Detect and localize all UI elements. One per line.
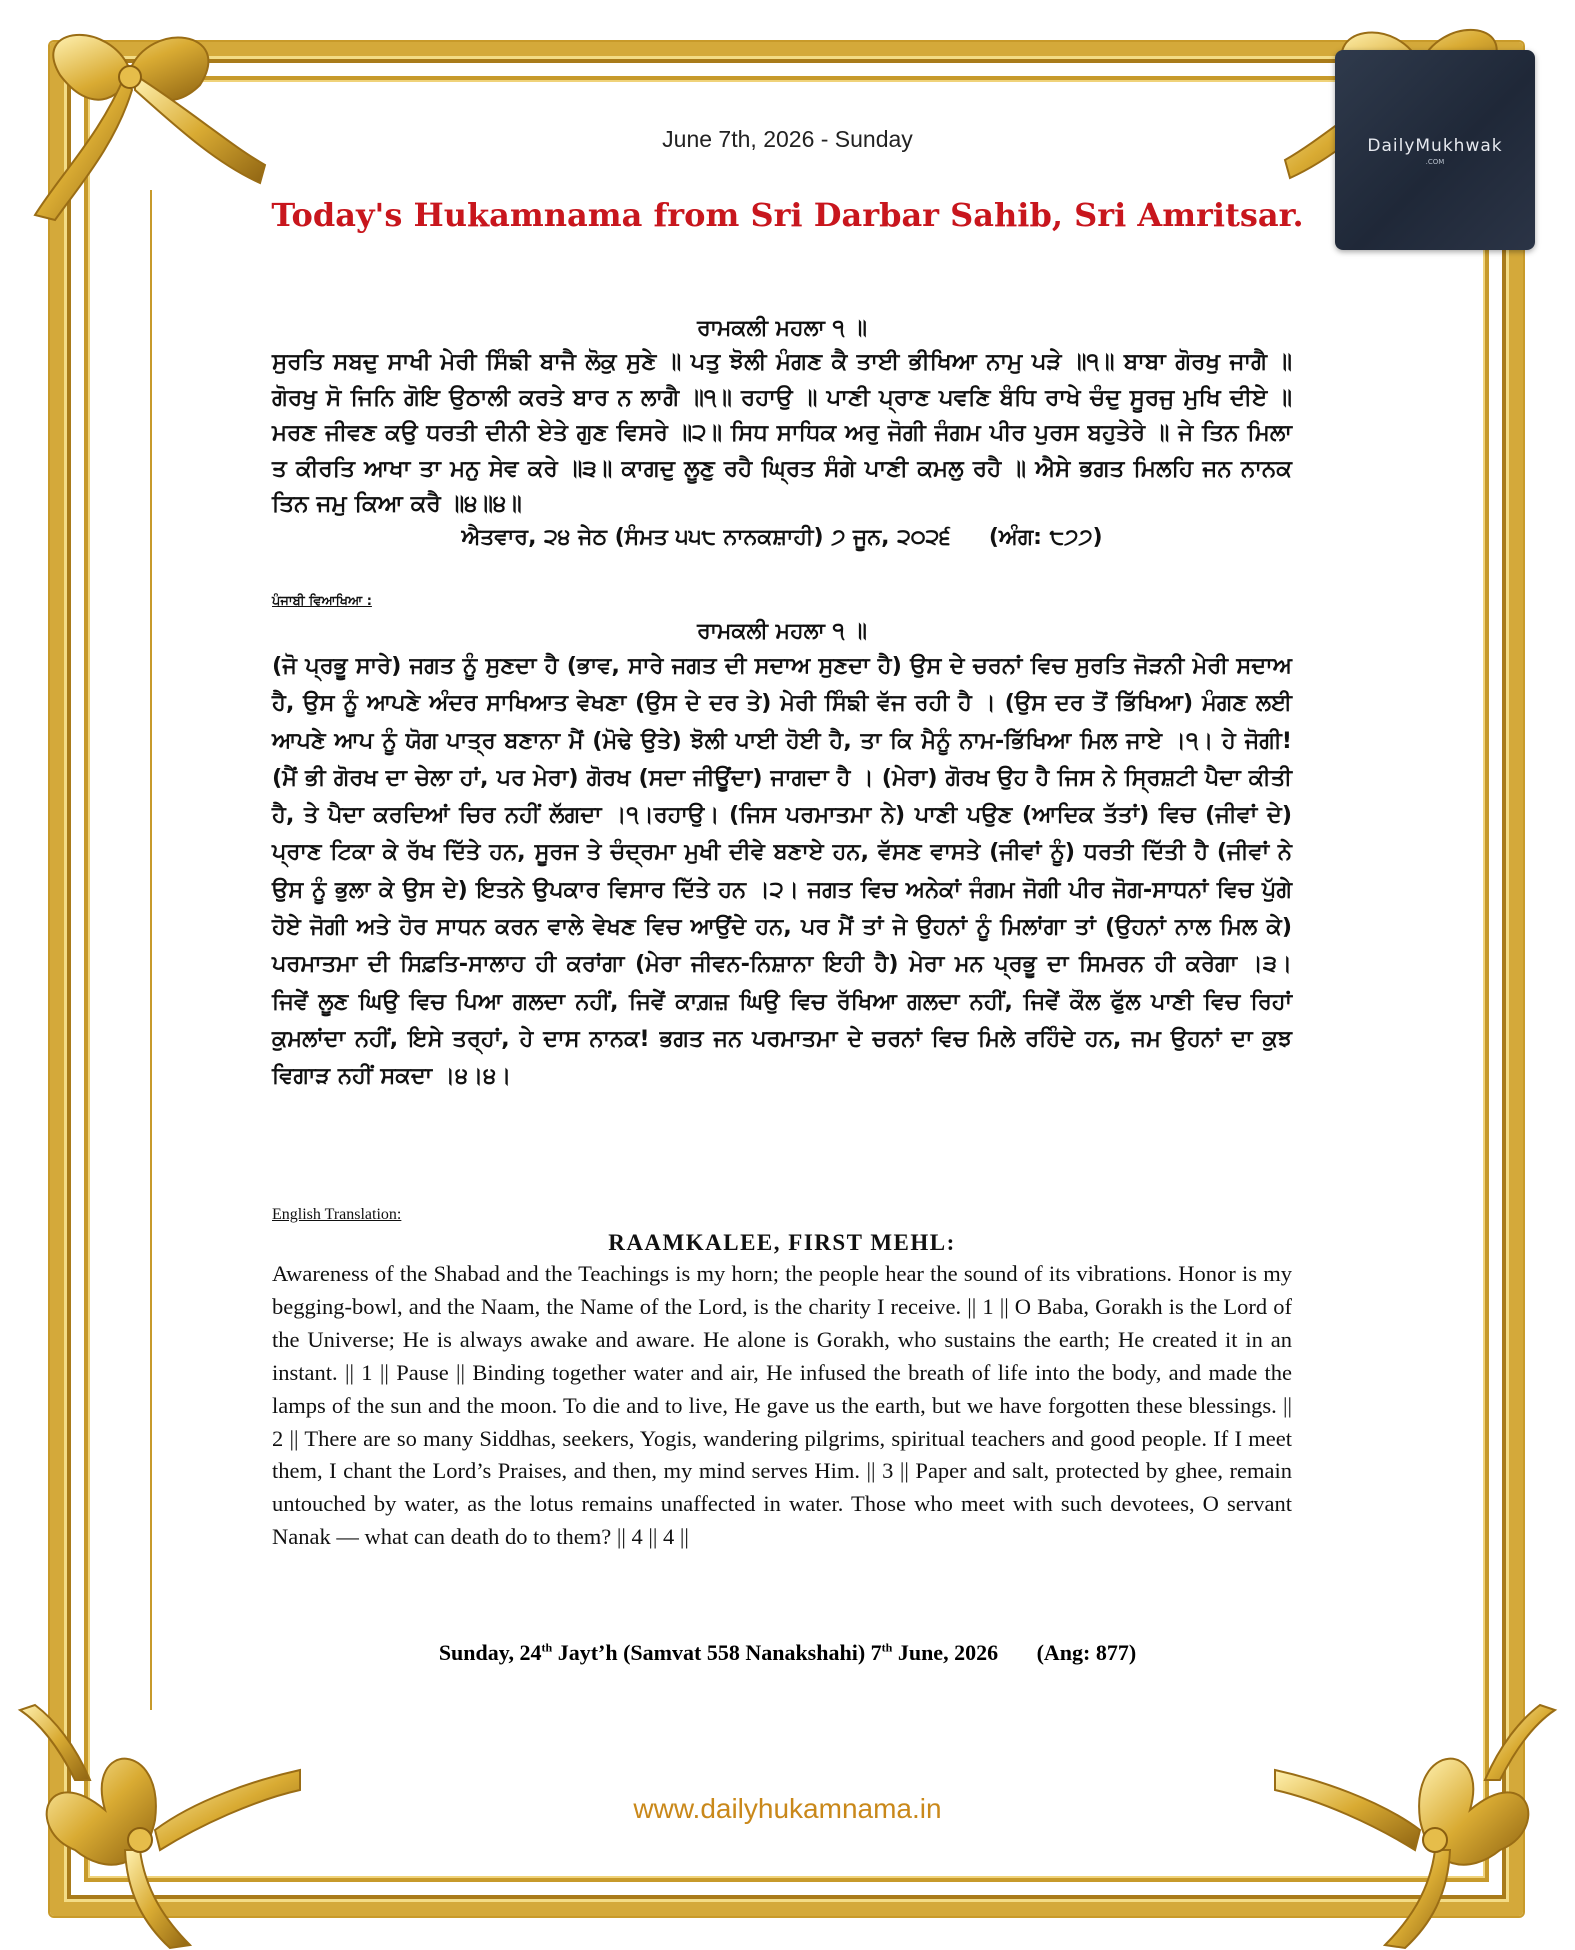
punjabi-vyakhya-section (272, 594, 1292, 1096)
website-link[interactable]: www.dailyhukamnama.in (633, 1793, 942, 1824)
english-translation-label: English Translation: (272, 1206, 402, 1223)
bottom-right-bow-ornament (1270, 1700, 1560, 1950)
page-title: Today's Hukamnama from Sri Darbar Sahib, Sri Amritsar. (271, 196, 1304, 234)
punjabi-vyakhya-label: ਪੰਜਾਬੀ ਵਿਆਖਿਆ : (272, 594, 372, 609)
date-line: June 7th, 2026 - Sunday (662, 126, 913, 152)
hukamnama-heading: ਰਾਮਕਲੀ ਮਹਲਾ ੧ ॥ (697, 316, 867, 341)
english-date-sup1: th (541, 1640, 553, 1655)
english-heading: RAAMKALEE, FIRST MEHL: (608, 1230, 956, 1255)
english-date-sup2: th (881, 1640, 893, 1655)
punjabi-vyakhya-text: (ਜੋ ਪ੍ਰਭੂ ਸਾਰੇ) ਜਗਤ ਨੂੰ ਸੁਣਦਾ ਹੈ (ਭਾਵ, ਸਾਰੇ ਜਗਤ ਦੀ ਸਦਾਅ ਸੁਣਦਾ ਹੈ) ਉਸ ਦੇ ਚਰਨਾਂ ਵਿਚ ਸੁਰਤਿ ਜੋੜਨੀ ਮੇਰੀ ਸਦਾਅ ਹੈ, ਉਸ ਨੂੰ ਆਪਣੇ ਅੰਦਰ ਸਾਖਿਆਤ ਵੇਖਣਾ (ਉਸ ਦੇ ਦਰ ਤੇ) ਮੇਰੀ ਸਿੰਙੀ ਵੱਜ ਰਹੀ ਹੈ । (ਉਸ ਦਰ ਤੋਂ ਭਿੱਖਿਆ) ਮੰਗਣ ਲਈ ਆਪਣੇ ਆਪ ਨੂੰ ਯੋਗ ਪਾਤ੍ਰ ਬਣਾਨਾ ਮੈਂ (ਮੋਢੇ ਉਤੇ) ਝੋਲੀ ਪਾਈ ਹੋਈ ਹੈ, ਤਾ ਕਿ ਮੈਨੂੰ ਨਾਮ-ਭਿੱਖਿਆ ਮਿਲ ਜਾਏ ।੧। ਹੇ ਜੋਗੀ! (ਮੈਂ ਭੀ ਗੋਰਖ ਦਾ ਚੇਲਾ ਹਾਂ, ਪਰ ਮੇਰਾ) ਗੋਰਖ (ਸਦਾ ਜੀਊਂਦਾ) ਜਾਗਦਾ ਹੈ । (ਮੇਰਾ) ਗੋਰਖ ਉਹ ਹੈ ਜਿਸ ਨੇ ਸ੍ਰਿਸ਼ਟੀ ਪੈਦਾ ਕੀਤੀ ਹੈ, ਤੇ ਪੈਦਾ ਕਰਦਿਆਂ ਚਿਰ ਨਹੀਂ ਲੱਗਦਾ ।੧।ਰਹਾਉ। (ਜਿਸ ਪਰਮਾਤਮਾ ਨੇ) ਪਾਣੀ ਪਉਣ (ਆਦਿਕ ਤੱਤਾਂ) ਵਿਚ (ਜੀਵਾਂ ਦੇ) ਪ੍ਰਾਣ ਟਿਕਾ ਕੇ ਰੱਖ ਦਿੱਤੇ ਹਨ, ਸੂਰਜ ਤੇ ਚੰਦ੍ਰਮਾ ਮੁਖੀ ਦੀਵੇ ਬਣਾਏ ਹਨ, ਵੱਸਣ ਵਾਸਤੇ (ਜੀਵਾਂ ਨੂੰ) ਧਰਤੀ ਦਿੱਤੀ ਹੈ (ਜੀਵਾਂ ਨੇ ਉਸ ਨੂੰ ਭੁਲਾ ਕੇ ਉਸ ਦੇ) ਇਤਨੇ ਉਪਕਾਰ ਵਿਸਾਰ ਦਿੱਤੇ ਹਨ ।੨। ਜਗਤ ਵਿਚ ਅਨੇਕਾਂ ਜੰਗਮ ਜੋਗੀ ਪੀਰ ਜੋਗ-ਸਾਧਨਾਂ ਵਿਚ ਪੁੱਗੇ ਹੋਏ ਜੋਗੀ ਅਤੇ ਹੋਰ ਸਾਧਨ ਕਰਨ ਵਾਲੇ ਵੇਖਣ ਵਿਚ ਆਉਂਦੇ ਹਨ, ਪਰ ਮੈਂ ਤਾਂ ਜੇ ਉਹਨਾਂ ਨੂੰ ਮਿਲਾਂਗਾ ਤਾਂ (ਉਹਨਾਂ ਨਾਲ ਮਿਲ ਕੇ) ਪਰਮਾਤਮਾ ਦੀ ਸਿਫ਼ਤਿ-ਸਾਲਾਹ ਹੀ ਕਰਾਂਗਾ (ਮੇਰਾ ਜੀਵਨ-ਨਿਸ਼ਾਨਾ ਇਹੀ ਹੈ) ਮੇਰਾ ਮਨ ਪ੍ਰਭੂ ਦਾ ਸਿਮਰਨ ਹੀ ਕਰੇਗਾ ।੩। ਜਿਵੇਂ ਲੂਣ ਘਿਉ ਵਿਚ ਪਿਆ ਗਲਦਾ ਨਹੀਂ, ਜਿਵੇਂ ਕਾਗ਼ਜ਼ ਘਿਉ ਵਿਚ ਰੱਖਿਆ ਗਲਦਾ ਨਹੀਂ, ਜਿਵੇਂ ਕੌਲ ਫੁੱਲ ਪਾਣੀ ਵਿਚ ਰਿਹਾਂ ਕੁਮਲਾਂਦਾ ਨਹੀਂ, ਇਸੇ ਤਰ੍ਹਾਂ, ਹੇ ਦਾਸ ਨਾਨਕ! ਭਗਤ ਜਨ ਪਰਮਾਤਮਾ ਦੇ ਚਰਨਾਂ ਵਿਚ ਮਿਲੇ ਰਹਿੰਦੇ ਹਨ, ਜਮ ਉਹਨਾਂ ਦਾ ਕੁਝ ਵਿਗਾੜ ਨਹੀਂ ਸਕਦਾ ।੪।੪। (272, 653, 1292, 1090)
english-date-pre: Sunday, 24 (438, 1640, 542, 1665)
frame-vertical-rule (150, 190, 152, 1710)
hukamnama-text: ਸੁਰਤਿ ਸਬਦੁ ਸਾਖੀ ਮੇਰੀ ਸਿੰਙੀ ਬਾਜੈ ਲੋਕੁ ਸੁਣੇ ॥ ਪਤੁ ਝੋਲੀ ਮੰਗਣ ਕੈ ਤਾਈ ਭੀਖਿਆ ਨਾਮੁ ਪੜੇ ॥੧॥ ਬਾਬਾ ਗੋਰਖੁ ਜਾਗੈ ॥ ਗੋਰਖੁ ਸੋ ਜਿਨਿ ਗੋਇ ਉਠਾਲੀ ਕਰਤੇ ਬਾਰ ਨ ਲਾਗੈ ॥੧॥ ਰਹਾਉ ॥ ਪਾਣੀ ਪ੍ਰਾਣ ਪਵਣਿ ਬੰਧਿ ਰਾਖੇ ਚੰਦੁ ਸੂਰਜੁ ਮੁਖਿ ਦੀਏ ॥ ਮਰਣ ਜੀਵਣ ਕਉ ਧਰਤੀ ਦੀਨੀ ਏਤੇ ਗੁਣ ਵਿਸਰੇ ॥੨॥ ਸਿਧ ਸਾਧਿਕ ਅਰੁ ਜੋਗੀ ਜੰਗਮ ਪੀਰ ਪੁਰਸ ਬਹੁਤੇਰੇ ॥ ਜੇ ਤਿਨ ਮਿਲਾ ਤ ਕੀਰਤਿ ਆਖਾ ਤਾ ਮਨੁ ਸੇਵ ਕਰੇ ॥੩॥ ਕਾਗਦੁ ਲੂਣੁ ਰਹੈ ਘ੍ਰਿਤ ਸੰਗੇ ਪਾਣੀ ਕਮਲੁ ਰਹੈ ॥ ਐਸੇ ਭਗਤ ਮਿਲਹਿ ਜਨ ਨਾਨਕ ਤਿਨ ਜਮੁ ਕਿਆ ਕਰੈ ॥੪॥੪॥ (272, 349, 1292, 517)
logo-text: DailyMukhwak (1367, 136, 1503, 156)
top-left-bow-ornament (20, 15, 270, 225)
english-translation-section (272, 1206, 1292, 1554)
english-text: Awareness of the Shabad and the Teachings is my horn; the people hear the sound of its vibrations. Honor is my begging-bowl, and the Naam, the Name of the Lord, is the charity I receive. || 1 || O Baba, Gorakh is the Lord of the Universe; He is always awake and aware. He alone is Gorakh, who sustains the earth; He created it in an instant. || 1 || Pause || Binding together water and air, He infused the breath of life into the body, and made the lamps of the sun and the moon. To die and to live, He gave us the earth, but we have forgotten these blessings. || 2 || There are so many Siddhas, seekers, Yogis, wandering pilgrims, spiritual teachers and good people. If I meet them, I chant the Lord’s Praises, and then, my mind serves Him. || 3 || Paper and salt, protected by ghee, remain untouched by water, as the lotus remains unaffected in water. Those who meet with such devotees, O servant Nanak — what can death do to them? || 4 || 4 || (272, 1261, 1292, 1550)
english-date (0, 1640, 1575, 1666)
english-date-post: June, 2026 (Ang: 877) (892, 1640, 1137, 1665)
punjabi-vyakhya-heading: ਰਾਮਕਲੀ ਮਹਲਾ ੧ ॥ (697, 619, 867, 644)
hukamnama-date: ਐਤਵਾਰ, ੨੪ ਜੇਠ (ਸੰਮਤ ੫੫੮ ਨਾਨਕਸ਼ਾਹੀ) ੭ ਜੂਨ, ੨੦੨੬ (ਅੰਗ: ੮੭੭) (461, 524, 1103, 550)
logo-subtext: .COM (1425, 158, 1445, 166)
hukamnama-section (272, 316, 1292, 550)
english-date-mid: Jayt’h (Samvat 558 Nanakshahi) 7 (552, 1640, 882, 1665)
bottom-left-bow-ornament (15, 1700, 305, 1950)
